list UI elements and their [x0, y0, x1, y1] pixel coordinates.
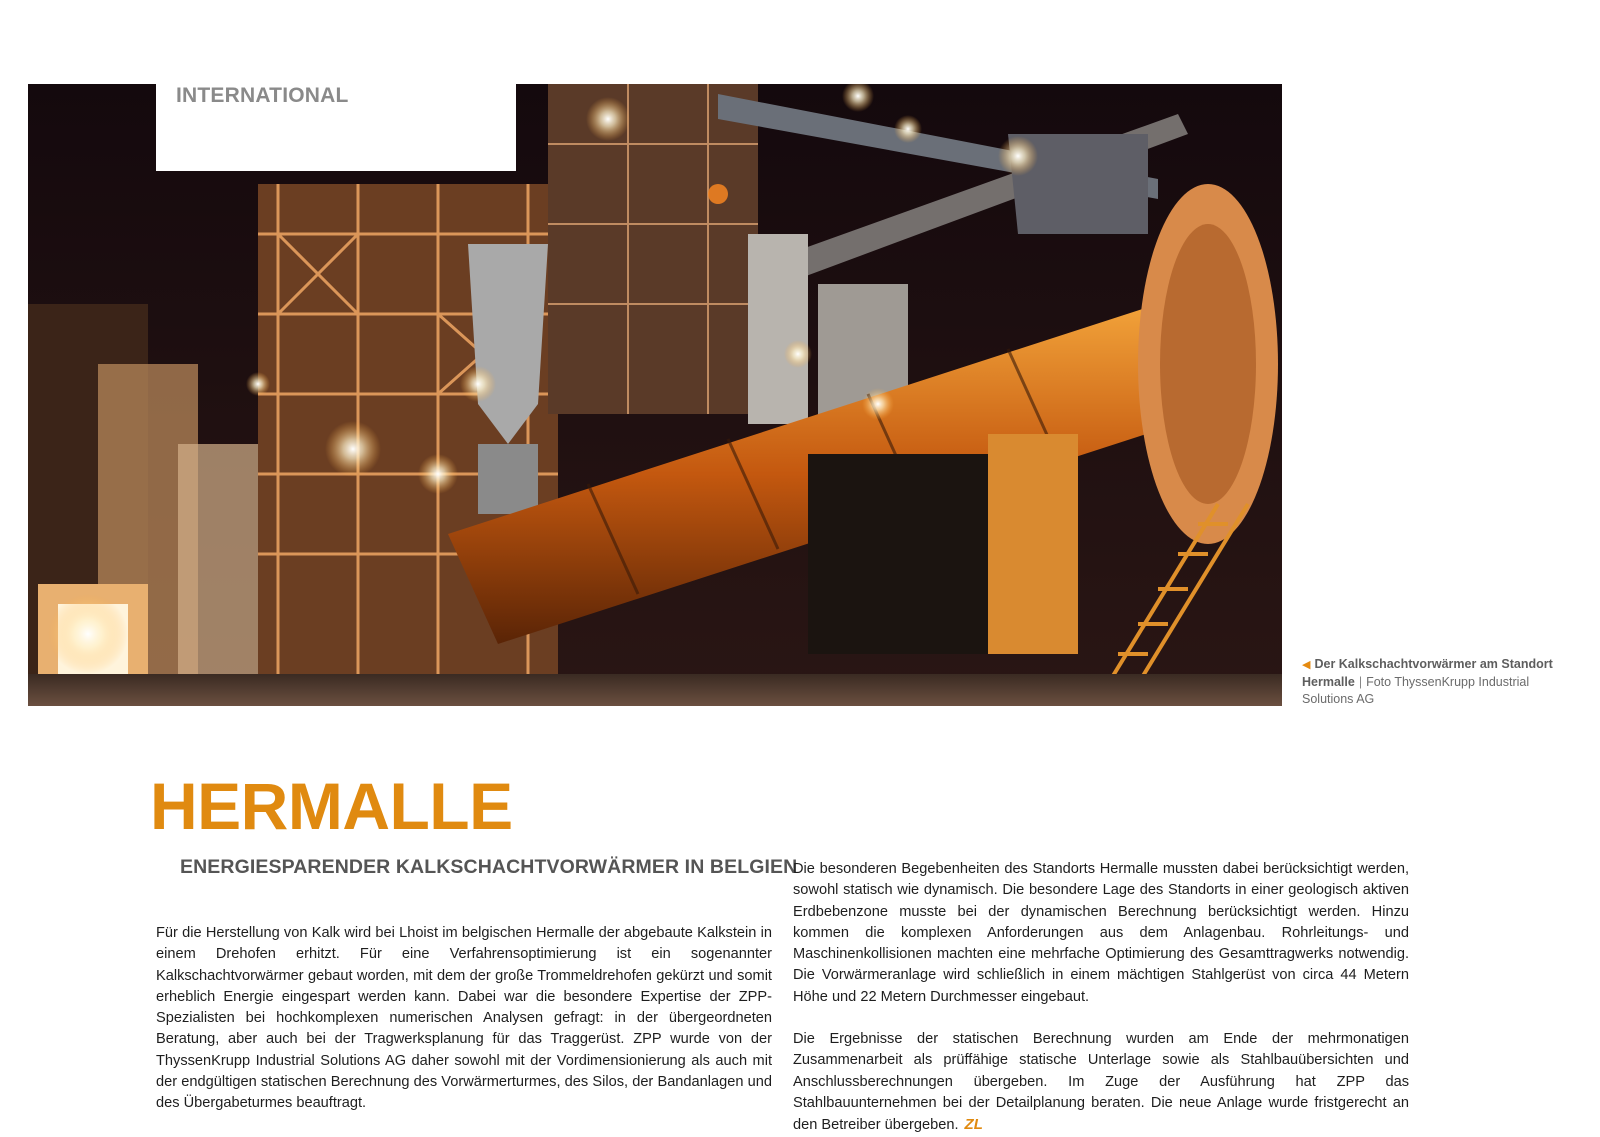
- industrial-plant-photo: [28, 84, 1282, 706]
- photo-caption: [1302, 656, 1572, 708]
- article-paragraph-last: [793, 1029, 1409, 1136]
- caret-left-icon: ◀: [1302, 659, 1311, 671]
- caption-separator: |: [1358, 675, 1363, 689]
- article-title: HERMALLE: [150, 769, 513, 843]
- section-tab: [156, 84, 516, 171]
- end-mark-icon: ZL: [964, 1116, 983, 1134]
- article-paragraph-text: Die Ergebnisse der statischen Berechnung wurden am Ende der mehrmonatigen Zusammenarbeit als prüffähige statische Unterlage sowie als Stahlbauübersichten und Anschlussberechnungen übergeben. Im Zuge der Ausführung hat ZPP das Stahlbauunternehmen bei der Detailplanung beraten. Die neue Anlage wurde fristgerecht an den Betreiber übergeben.: [793, 1031, 1409, 1134]
- article-paragraph: Für die Herstellung von Kalk wird bei Lhoist im belgischen Hermalle der abgebaute Kalkstein in einem Drehofen erhitzt. Für eine Verfahrensoptimierung ist ein sogenannter Kalkschachtvorwärmer gebaut worden, mit dem der große Trommeldrehofen gekürzt und somit erheblich Energie eingespart werden kann. Dabei war die besondere Expertise der ZPP-Spezialisten bei hochkomplexen numerischen Analysen gefragt: in der übergeordneten Beratung, aber auch bei der Tragwerksplanung für das Traggerüst. ZPP wurde von der ThyssenKrupp Industrial Solutions AG daher sowohl mit der Vordimensionierung als auch mit der endgültigen statischen Berechnung des Vorwärmerturmes, des Silos, der Bandanlagen und des Übergabeturmes beauftragt.: [156, 925, 772, 1112]
- plant-illustration: [28, 84, 1282, 706]
- article-column-left: [156, 923, 772, 1115]
- section-label: INTERNATIONAL: [176, 84, 349, 107]
- article-subtitle: ENERGIESPARENDER KALKSCHACHTVORWÄRMER IN BELGIEN: [180, 856, 798, 878]
- article-paragraph: Die besonderen Begebenheiten des Standorts Hermalle mussten dabei berücksichtigt werden, sowohl statisch wie dynamisch. Die besondere Lage des Standorts in einer geologisch aktiven Erdbebenzone musste bei der dynamischen Berechnung berücksichtigt werden. Hinzu kommen die komplexen Anforderungen aus dem Anlagenbau. Rohrleitungs- und Maschinenkollisionen machten eine mehrfache Optimierung des Gesamttragwerks notwendig. Die Vorwärmeranlage wird schließlich in einem mächtigen Stahlgerüst von circa 44 Metern Höhe und 22 Metern Durchmesser eingebaut.: [793, 861, 1409, 1005]
- article-column-right: [793, 859, 1409, 1137]
- caption-credit: Foto ThyssenKrupp Industrial Solutions AG: [1302, 675, 1530, 706]
- caption-title: Der Kalkschachtvorwärmer am Standort Hermalle: [1302, 657, 1553, 689]
